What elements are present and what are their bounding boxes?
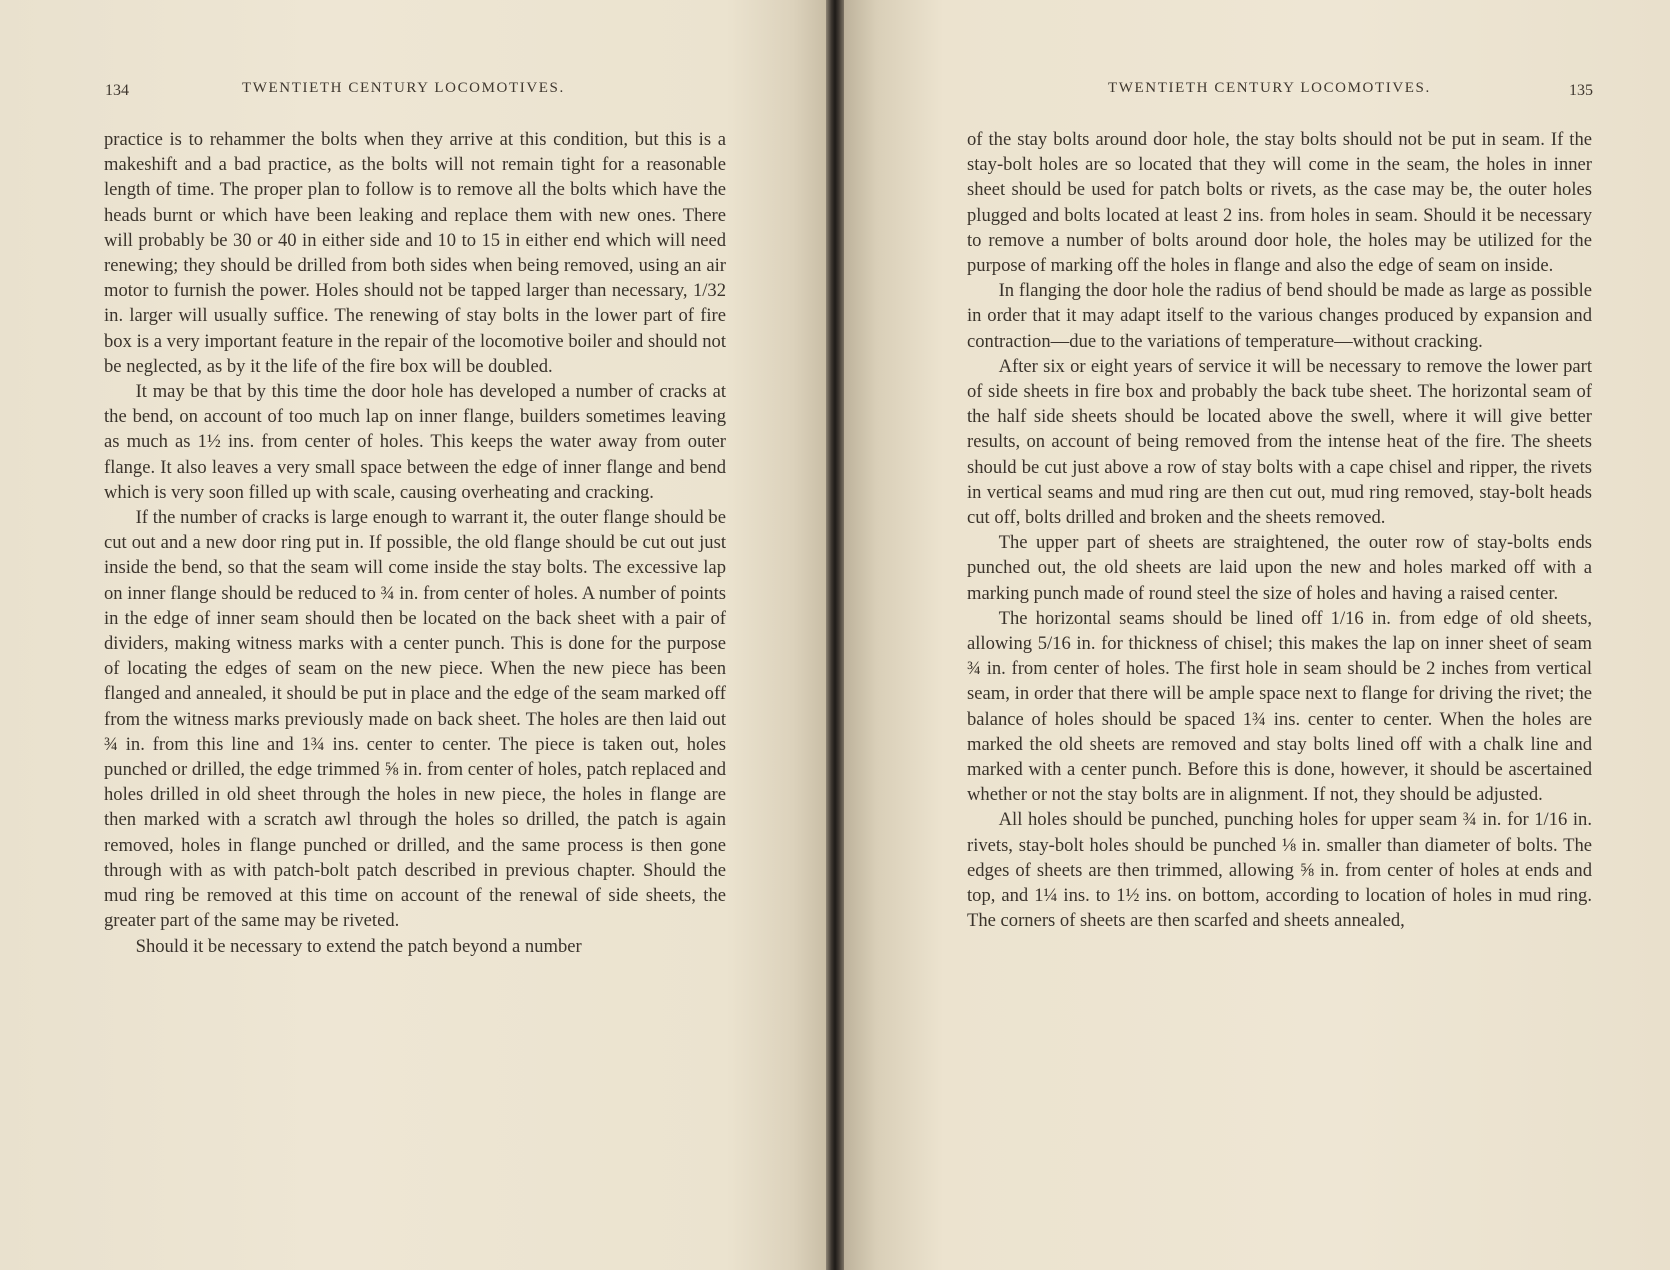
running-head: TWENTIETH CENTURY LOCOMOTIVES.	[242, 80, 565, 96]
paragraph: practice is to rehammer the bolts when they arrive at this condition, but this is a makeshift and a bad practice, as the bolts will not remain tight for a reasonable length of time. The proper plan to follow is to remove all the bolts which have the heads burnt or which have been leaking and replace them with new ones. There will probably be 30 or 40 in either side and 10 to 15 in either end which will need renewing; they should be drilled from both sides when being removed, using an air motor to furnish the power. Holes should not be tapped larger than necessary, 1/32 in. larger will usually suffice. The renewing of stay bolts in the lower part of fire box is a very important feature in the repair of the locomotive boiler and should not be neglected, as by it the life of the fire box will be doubled.	[104, 129, 726, 377]
paragraph: Should it be necessary to extend the patch beyond a number	[135, 935, 582, 957]
page-number: 135	[1569, 82, 1593, 99]
page-body	[967, 127, 1592, 934]
paragraph: of the stay bolts around door hole, the stay bolts should not be put in seam. If the stay-bolt holes are so located that they will come in the seam, the holes in inner sheet should be used for patch bolts or rivets, as the case may be, the outer holes plugged and bolts located at least 2 ins. from holes in seam. Should it be necessary to remove a number of bolts around door hole, the holes may be utilized for the purpose of marking off the holes in flange and also the edge of seam on inside.	[967, 129, 1592, 277]
paragraph: The upper part of sheets are straightened, the outer row of stay-bolts ends punched out, the old sheets are laid upon the new and holes marked off with a marking punch made of round steel the size of holes and having a raised center.	[967, 532, 1592, 604]
paragraph: In flanging the door hole the radius of bend should be made as large as possible in order that it may adapt itself to the various changes produced by expansion and contraction—due to the variations of temperature—without cracking.	[967, 280, 1592, 352]
paragraph: If the number of cracks is large enough to warrant it, the outer flange should be cut out and a new door ring put in. If possible, the old flange should be cut out just inside the bend, so that the seam will come inside the stay bolts. The excessive lap on inner flange should be reduced to ¾ in. from center of holes. A number of points in the edge of inner seam should then be located on the back sheet with a pair of dividers, making witness marks with a center punch. This is done for the purpose of locating the edges of seam on the new piece. When the new piece has been flanged and annealed, it should be put in place and the edge of the seam marked off from the witness marks previously made on back sheet. The holes are then laid out ¾ in. from this line and 1¾ ins. center to center. The piece is taken out, holes punched or drilled, the edge trimmed ⅝ in. from center of holes, patch replaced and holes drilled in old sheet through the holes in new piece, the holes in flange are then marked with a scratch awl through the holes so drilled, the patch is again removed, holes in flange punched or drilled, and the same process is then gone through with as with patch-bolt patch described in previous chapter. Should the mud ring be removed at this time on account of the renewal of side sheets, the greater part of the same may be riveted.	[104, 507, 726, 932]
page-number: 134	[105, 82, 129, 99]
left-page	[0, 0, 826, 1270]
paragraph: It may be that by this time the door hole has developed a number of cracks at the bend, on account of too much lap on inner flange, builders sometimes leaving as much as 1½ ins. from center of holes. This keeps the water away from outer flange. It also leaves a very small space between the edge of inner flange and bend which is very soon filled up with scale, causing overheating and cracking.	[104, 381, 726, 503]
running-head: TWENTIETH CENTURY LOCOMOTIVES.	[1108, 80, 1431, 96]
right-page	[844, 0, 1670, 1270]
page-body	[104, 127, 726, 959]
paragraph: The horizontal seams should be lined off 1/16 in. from edge of old sheets, allowing 5/16 in. for thickness of chisel; this makes the lap on inner sheet of seam ¾ in. from center of holes. The first hole in seam should be 2 inches from vertical seam, in order that there will be ample space next to flange for driving the rivet; the balance of holes should be spaced 1¾ ins. center to center. When the holes are marked the old sheets are removed and stay bolts lined off with a chalk line and marked with a center punch. Before this is done, however, it should be ascertained whether or not the stay bolts are in alignment. If not, they should be adjusted.	[967, 607, 1592, 806]
book-gutter	[826, 0, 844, 1270]
paragraph: All holes should be punched, punching holes for upper seam ¾ in. for 1/16 in. rivets, stay-bolt holes should be punched ⅛ in. smaller than diameter of bolts. The edges of sheets are then trimmed, allowing ⅝ in. from center of holes at ends and top, and 1¼ ins. to 1½ ins. on bottom, according to location of holes in mud ring. The corners of sheets are then scarfed and sheets annealed,	[967, 809, 1592, 932]
paragraph: After six or eight years of service it will be necessary to remove the lower part of side sheets in fire box and probably the back tube sheet. The horizontal seam of the half side sheets should be located above the swell, where it will give better results, on account of being removed from the intense heat of the fire. The sheets should be cut just above a row of stay bolts with a cape chisel and ripper, the rivets in vertical seams and mud ring are then cut out, mud ring removed, stay-bolt heads cut off, bolts drilled and broken and the sheets removed.	[967, 355, 1592, 529]
